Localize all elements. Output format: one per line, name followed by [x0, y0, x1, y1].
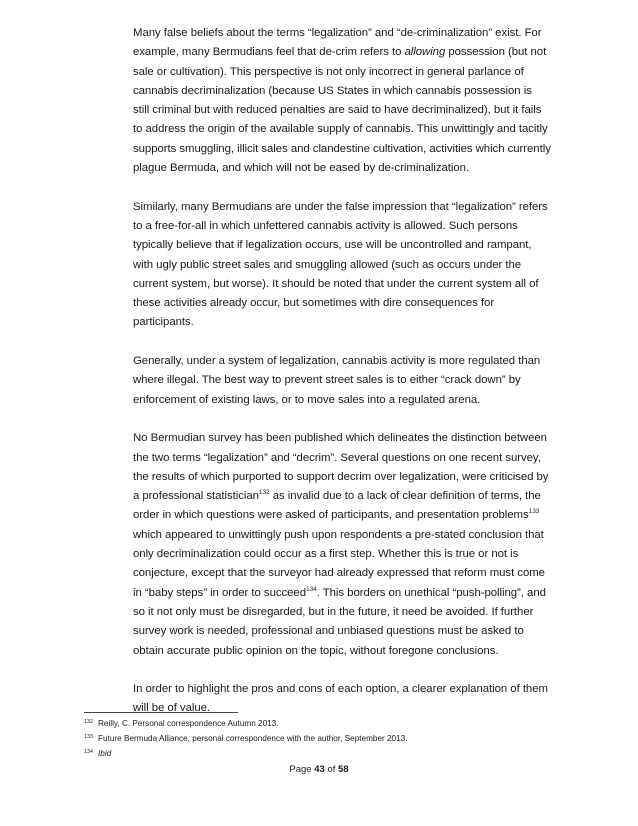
footnote-number: 134	[84, 749, 93, 755]
footnote-132	[84, 716, 564, 731]
paragraph-text: No Bermudian survey has been published which delineates the distinction between the two terms “legalization” and “decrim”. Several questions on one recent survey, the results of which purported to support decrim over legalization, were criticised by a professional statistician	[133, 432, 549, 503]
footnote-separator	[84, 712, 238, 713]
footnote-ref-133[interactable]: 133	[528, 508, 540, 516]
page-number	[0, 764, 638, 775]
footnote-text: Ibid	[98, 749, 112, 758]
paragraph-conclusion: In order to highlight the pros and cons of each option, a clearer explanation of them will be of value.	[133, 683, 548, 715]
footnotes	[84, 716, 564, 761]
page-separator: of	[324, 764, 339, 775]
paragraph-survey	[133, 429, 551, 661]
page-prefix: Page	[289, 764, 315, 775]
paragraph-regulation: Generally, under a system of legalization, cannabis activity is more regulated than where illegal. The best way to prevent street sales is to either “crack down” by enforcement of existing laws, or to move sales into a regulated arena.	[133, 355, 541, 406]
paragraph-legalization: Similarly, many Bermudians are under the false impression that “legalization” refers to a free-for-all in which unfettered cannabis activity is allowed. Such persons typically believe that if legalization occurs, use will be uncontrolled and rampant, with ugly public street sales and smuggling allowed (such as occurs under the current system, but worse). It should be noted that under the current system all of these activities already occur, but sometimes with dire consequences for participants.	[133, 200, 548, 329]
main-text	[133, 24, 551, 719]
footnote-ref-134[interactable]: 134	[306, 585, 317, 593]
emphasis-text: allowing	[404, 46, 446, 59]
footnote-text: Reilly, C. Personal correspondence Autumn 2013.	[98, 719, 279, 728]
footnote-number: 133	[84, 734, 93, 740]
paragraph-text: Many false beliefs about the terms “legalization” and “de-criminalization” exist. For example, many Bermudians feel that de-crim refers to	[133, 27, 542, 59]
total-pages: 58	[338, 764, 349, 775]
paragraph-text: as invalid due to a lack of clear definition of terms, the order in which questions were asked of participants, and presentation problems	[133, 490, 541, 522]
footnote-134	[84, 746, 564, 761]
footnote-text: Future Bermuda Alliance, personal correspondence with the author, September 2013.	[98, 734, 408, 743]
footnote-133	[84, 731, 564, 746]
current-page: 43	[314, 764, 325, 775]
footnote-number: 132	[84, 719, 93, 725]
footnote-ref-132[interactable]: 132	[258, 489, 270, 497]
paragraph-definitions	[133, 24, 551, 178]
paragraph-text: which appeared to unwittingly push upon respondents a pre-stated conclusion that only decriminalization could occur as a first step. Whether this is true or not is conjecture, except that the surveyor had already expressed that reform must come in “baby steps” in order to succeed	[133, 528, 545, 599]
paragraph-text: . This borders on unethical “push-polling”, and so it not only must be disregarded, but in the future, it need be avoided. If further survey work is needed, professional and unbiased questions must be asked to obtain accurate public opinion on the topic, without foregone conclusions.	[133, 586, 546, 657]
paragraph-text: possession (but not sale or cultivation). This perspective is not only incorrect in general parlance of cannabis decriminalization (because US States in which cannabis possession is still criminal but with reduced penalties are said to have decriminalized), but it fails to address the origin of the available supply of cannabis. This unwittingly and tacitly supports smuggling, illicit sales and clandestine cultivation, activities which currently plague Bermuda, and which will not be eased by de-criminalization.	[133, 46, 551, 175]
